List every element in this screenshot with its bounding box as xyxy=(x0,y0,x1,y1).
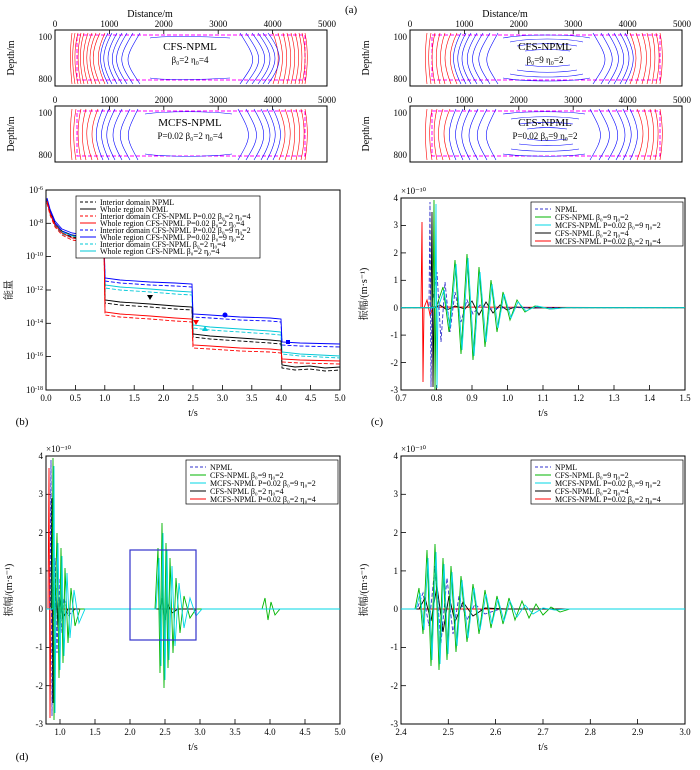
ylabel-depth-tr: Depth/m xyxy=(361,40,372,76)
svg-text:3.0: 3.0 xyxy=(679,727,691,737)
svg-text:1.5: 1.5 xyxy=(679,393,691,403)
svg-text:1000: 1000 xyxy=(100,19,119,29)
svg-text:10-10: $10^{-10}$ xyxy=(26,251,43,261)
svg-text:1000: 1000 xyxy=(100,96,119,105)
svg-text:5000: 5000 xyxy=(673,19,691,29)
svg-text:1.1: 1.1 xyxy=(537,393,549,403)
ylabel-depth-tl: Depth/m xyxy=(6,40,17,76)
yticklabels-d xyxy=(36,451,44,729)
svg-text:10-6: $10^{-6}$ xyxy=(29,185,43,195)
svg-text:4: 4 xyxy=(393,451,398,461)
svg-text:0: 0 xyxy=(407,19,413,29)
svg-text:10-18: $10^{-18}$ xyxy=(26,385,43,395)
svg-text:4.5: 4.5 xyxy=(304,393,317,403)
snapshot-bottom-right xyxy=(355,96,700,180)
svg-text:-1: -1 xyxy=(35,642,43,652)
y-exponent-e: ×10⁻¹⁰ xyxy=(401,444,427,454)
series-curves-e xyxy=(401,544,685,670)
svg-text:0.7: 0.7 xyxy=(395,393,407,403)
xlabel-d: t/s xyxy=(188,742,198,753)
chart-d-trace-full xyxy=(0,438,350,768)
svg-text:1.3: 1.3 xyxy=(608,393,620,403)
svg-text:1.0: 1.0 xyxy=(54,727,66,737)
snapshot-title-tl: CFS-NPML xyxy=(163,41,217,53)
svg-text:1.4: 1.4 xyxy=(643,393,656,403)
svg-text:0.8: 0.8 xyxy=(430,393,443,403)
snapshot-top-left xyxy=(0,8,345,96)
svg-text:-3: -3 xyxy=(390,385,398,395)
xticklabels-d xyxy=(54,727,346,737)
xlabel-b: t/s xyxy=(188,408,198,419)
svg-text:800: 800 xyxy=(38,74,52,84)
legend-item-c-0: NPML xyxy=(555,205,578,214)
svg-text:2: 2 xyxy=(393,528,398,538)
svg-text:4000: 4000 xyxy=(263,19,282,29)
legend-item-b-7: Whole region CFS-NPML β₀=2 η₀=4 xyxy=(100,247,220,256)
panel-label-d: (d) xyxy=(15,751,29,763)
xticklabels-c xyxy=(395,393,691,403)
legend-e xyxy=(531,460,683,504)
xlabel-distance-tl: Distance/m xyxy=(127,9,173,20)
svg-text:100: 100 xyxy=(38,32,52,42)
svg-text:2000: 2000 xyxy=(154,96,173,105)
svg-text:0.0: 0.0 xyxy=(40,393,52,403)
svg-text:5.0: 5.0 xyxy=(334,727,346,737)
svg-text:3000: 3000 xyxy=(564,96,583,105)
svg-text:0: 0 xyxy=(407,96,413,105)
svg-text:0: 0 xyxy=(38,604,43,614)
svg-text:-1: -1 xyxy=(390,642,398,652)
svg-text:0.5: 0.5 xyxy=(69,393,82,403)
snapshot-title-bl: MCFS-NPML xyxy=(158,117,222,129)
svg-text:1000: 1000 xyxy=(455,96,474,105)
chart-e-trace-zoom xyxy=(355,438,700,768)
svg-text:3000: 3000 xyxy=(564,19,583,29)
svg-text:2000: 2000 xyxy=(154,19,173,29)
snapshot-title-tr: CFS-NPML xyxy=(518,41,572,53)
svg-text:100: 100 xyxy=(393,32,407,42)
snapshot-subtitle-tl: β₀=2 η₀=4 xyxy=(171,55,209,65)
legend-item-c-1: CFS-NPML β₀=9 η₀=2 xyxy=(555,213,629,222)
legend-item-c-3: CFS-NPML β₀=2 η₀=4 xyxy=(555,229,629,238)
legend-item-c-4: MCFS-NPML P=0.02 β₀=2 η₀=4 xyxy=(555,237,661,246)
chart-c-trace xyxy=(355,182,700,432)
panel-label-e: (e) xyxy=(370,751,384,763)
legend-item-d-1: CFS-NPML β₀=9 η₀=2 xyxy=(210,471,284,480)
ylabel-depth-bl: Depth/m xyxy=(6,116,17,152)
yticklabels-b xyxy=(26,185,43,395)
svg-text:4000: 4000 xyxy=(618,96,637,105)
svg-text:5000: 5000 xyxy=(318,19,336,29)
legend-item-d-2: MCFS-NPML P=0.02 β₀=9 η₀=2 xyxy=(210,479,316,488)
svg-text:1.5: 1.5 xyxy=(89,727,101,737)
xlabel-distance-tr: Distance/m xyxy=(482,9,528,20)
svg-text:2.5: 2.5 xyxy=(159,727,171,737)
xticklabels-e xyxy=(395,727,691,737)
snapshot-subtitle-bl: P=0.02 β₀=2 η₀=4 xyxy=(157,131,223,141)
snapshot-subtitle-tr: β₀=9 η₀=2 xyxy=(526,55,564,65)
svg-text:5000: 5000 xyxy=(673,96,691,105)
legend-item-d-0: NPML xyxy=(210,463,233,472)
svg-text:4: 4 xyxy=(38,451,43,461)
svg-text:3.5: 3.5 xyxy=(246,393,258,403)
yticklabels-bl xyxy=(39,108,53,160)
svg-text:2.0: 2.0 xyxy=(124,727,136,737)
svg-text:0: 0 xyxy=(393,303,398,313)
svg-text:2.5: 2.5 xyxy=(442,727,454,737)
svg-text:2.9: 2.9 xyxy=(631,727,644,737)
svg-text:0: 0 xyxy=(52,19,58,29)
svg-text:3000: 3000 xyxy=(209,19,228,29)
svg-text:2: 2 xyxy=(38,528,43,538)
svg-text:2000: 2000 xyxy=(509,96,528,105)
svg-text:800: 800 xyxy=(38,150,52,160)
svg-text:3: 3 xyxy=(393,220,398,230)
legend-item-c-2: MCFS-NPML P=0.02 β₀=9 η₀=2 xyxy=(555,221,661,230)
svg-text:2.8: 2.8 xyxy=(584,727,596,737)
svg-text:0: 0 xyxy=(52,96,58,105)
svg-text:1: 1 xyxy=(393,275,398,285)
svg-text:0.9: 0.9 xyxy=(466,393,478,403)
svg-text:1: 1 xyxy=(38,566,43,576)
snapshot-top-right xyxy=(355,8,700,96)
svg-text:4.5: 4.5 xyxy=(299,727,311,737)
svg-text:3.0: 3.0 xyxy=(216,393,229,403)
yticklabels-tl xyxy=(39,32,53,84)
svg-text:2.4: 2.4 xyxy=(395,727,407,737)
svg-text:1.0: 1.0 xyxy=(99,393,111,403)
snapshot-title-br: CFS-NPML xyxy=(518,117,572,129)
xticklabels-br xyxy=(408,96,692,105)
svg-text:800: 800 xyxy=(393,150,407,160)
xticklabels-b xyxy=(40,393,346,403)
svg-text:10-16: $10^{-16}$ xyxy=(26,351,43,361)
xlabel-c: t/s xyxy=(538,408,548,419)
svg-text:3000: 3000 xyxy=(209,96,228,105)
svg-text:-3: -3 xyxy=(35,719,43,729)
legend-b xyxy=(76,196,260,258)
svg-text:800: 800 xyxy=(393,74,407,84)
svg-text:-2: -2 xyxy=(35,681,43,691)
svg-text:100: 100 xyxy=(38,108,52,118)
xticklabels-tl xyxy=(53,19,337,29)
legend-c xyxy=(531,202,683,246)
svg-text:3.5: 3.5 xyxy=(229,727,241,737)
svg-text:4000: 4000 xyxy=(263,96,282,105)
legend-item-b-5: Whole region CFS-NPML P=0.02 β₀=9 η₀=2 xyxy=(100,233,245,242)
ylabel-c: 振幅/(m·s⁻¹) xyxy=(359,267,370,321)
svg-text:2.7: 2.7 xyxy=(537,727,549,737)
panel-label-a-text: (a) xyxy=(345,4,358,16)
svg-text:2.6: 2.6 xyxy=(489,727,502,737)
svg-text:1.2: 1.2 xyxy=(572,393,585,403)
legend-item-b-1: Whole region NPML xyxy=(100,205,168,214)
legend-item-d-4: MCFS-NPML P=0.02 β₀=2 η₀=4 xyxy=(210,495,316,504)
xticklabels-bl xyxy=(53,96,337,105)
svg-text:5000: 5000 xyxy=(318,96,336,105)
legend-item-e-2: MCFS-NPML P=0.02 β₀=9 η₀=2 xyxy=(555,479,661,488)
svg-text:10-14: $10^{-14}$ xyxy=(26,318,43,328)
snapshot-subtitle-br: P=0.02 β₀=9 η₀=2 xyxy=(512,131,578,141)
svg-text:100: 100 xyxy=(393,108,407,118)
svg-text:1.5: 1.5 xyxy=(128,393,140,403)
svg-text:-2: -2 xyxy=(390,358,398,368)
svg-text:4000: 4000 xyxy=(618,19,637,29)
svg-text:3: 3 xyxy=(38,489,43,499)
svg-text:5.0: 5.0 xyxy=(334,393,346,403)
svg-text:2.5: 2.5 xyxy=(187,393,199,403)
legend-item-e-1: CFS-NPML β₀=9 η₀=2 xyxy=(555,471,629,480)
legend-item-b-4: Interior domain CFS-NPML P=0.02 β₀=9 η₀=2 xyxy=(100,226,251,235)
panel-label-c: (c) xyxy=(370,416,384,428)
svg-text:0: 0 xyxy=(393,604,398,614)
svg-text:4: 4 xyxy=(393,193,398,203)
y-exponent-d: ×10⁻¹⁰ xyxy=(46,444,72,454)
panel-label-b: (b) xyxy=(15,416,29,428)
xlabel-e: t/s xyxy=(538,742,548,753)
yticklabels-br xyxy=(394,108,408,160)
svg-text:1000: 1000 xyxy=(455,19,474,29)
y-exponent-c: ×10⁻¹⁰ xyxy=(401,186,427,196)
svg-text:-3: -3 xyxy=(390,719,398,729)
ylabel-e: 振幅/(m·s⁻¹) xyxy=(359,563,370,617)
svg-text:2.0: 2.0 xyxy=(157,393,170,403)
svg-text:2: 2 xyxy=(393,248,398,258)
legend-item-e-3: CFS-NPML β₀=2 η₀=4 xyxy=(555,487,629,496)
ylabel-depth-br: Depth/m xyxy=(361,116,372,152)
svg-text:3: 3 xyxy=(393,489,398,499)
legend-item-b-3: Whole region CFS-NPML P=0.02 β₀=2 η₀=4 xyxy=(100,219,245,228)
yticklabels-c xyxy=(391,193,399,395)
snapshot-bottom-left xyxy=(0,96,345,180)
legend-item-d-3: CFS-NPML β₀=2 η₀=4 xyxy=(210,487,284,496)
legend-item-b-0: Interior domain NPML xyxy=(100,198,175,207)
svg-text:4.0: 4.0 xyxy=(264,727,276,737)
svg-text:3.0: 3.0 xyxy=(194,727,206,737)
ylabel-b: 能量 xyxy=(4,280,15,300)
chart-b-energy-decay xyxy=(0,182,350,432)
xticklabels-tr xyxy=(408,19,692,29)
svg-text:10-8: $10^{-8}$ xyxy=(29,218,43,228)
svg-text:10-12: $10^{-12}$ xyxy=(26,285,43,295)
svg-text:1.0: 1.0 xyxy=(501,393,514,403)
svg-text:1: 1 xyxy=(393,566,398,576)
legend-item-b-6: Interior domain CFS-NPML β₀=2 η₀=4 xyxy=(100,240,226,249)
svg-text:-1: -1 xyxy=(390,330,398,340)
legend-d xyxy=(186,460,338,504)
svg-text:4.0: 4.0 xyxy=(275,393,287,403)
ylabel-d: 振幅/(m·s⁻¹) xyxy=(4,563,15,617)
legend-item-e-0: NPML xyxy=(555,463,578,472)
legend-item-e-4: MCFS-NPML P=0.02 β₀=2 η₀=4 xyxy=(555,495,661,504)
legend-item-b-2: Interior domain CFS-NPML P=0.02 β₀=2 η₀=4 xyxy=(100,212,251,221)
svg-text:-2: -2 xyxy=(390,681,398,691)
svg-text:2000: 2000 xyxy=(509,19,528,29)
yticklabels-e xyxy=(391,451,399,729)
yticklabels-tr xyxy=(394,32,408,84)
